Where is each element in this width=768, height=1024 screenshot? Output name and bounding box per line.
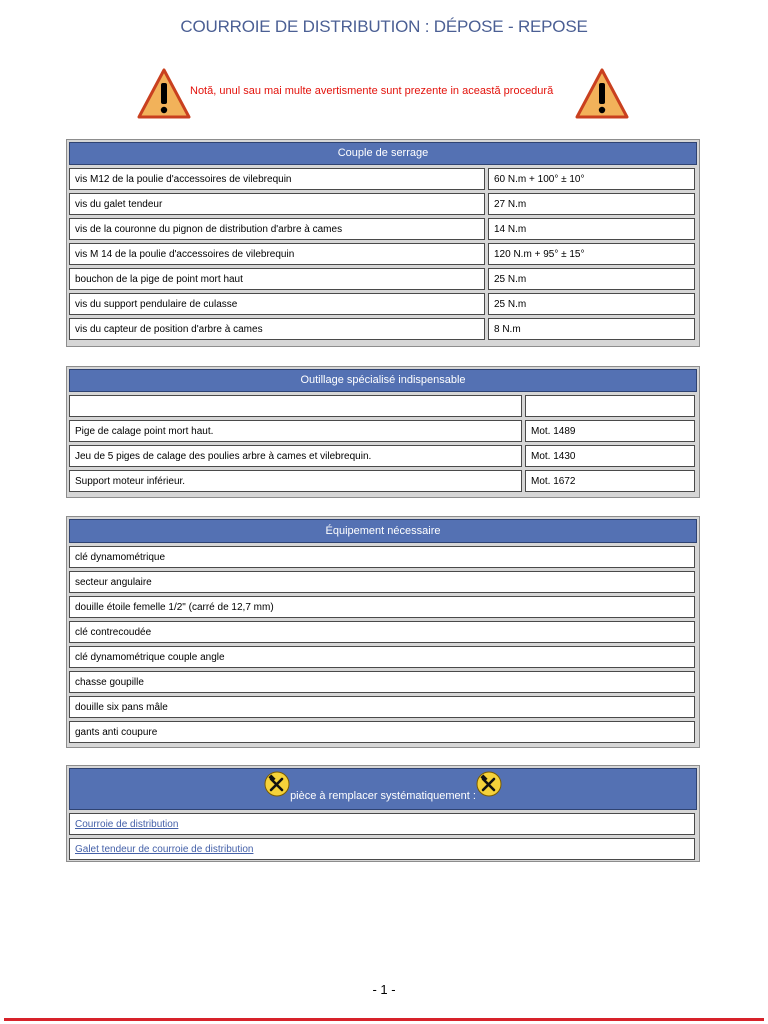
tool-label: Support moteur inférieur.: [69, 470, 522, 492]
replace-parts-table: [66, 765, 700, 862]
table-row: [69, 395, 697, 417]
list-item: [69, 696, 697, 718]
tool-ref: Mot. 1489: [525, 420, 695, 442]
torque-label: vis du capteur de position d'arbre à cames: [69, 318, 485, 340]
table-row: [69, 218, 697, 240]
torque-value: 25 N.m: [488, 268, 695, 290]
page-title: COURROIE DE DISTRIBUTION : DÉPOSE - REPOSE: [180, 17, 588, 36]
warning-icon: [575, 68, 629, 120]
list-item: [69, 671, 697, 693]
equipment-table: [66, 516, 700, 748]
replace-part-cell: [69, 838, 695, 860]
torque-value: 27 N.m: [488, 193, 695, 215]
torque-value: 8 N.m: [488, 318, 695, 340]
equipment-item: chasse goupille: [69, 671, 695, 693]
equipment-item: clé dynamométrique couple angle: [69, 646, 695, 668]
warning-banner: [0, 68, 768, 122]
equipment-item: gants anti coupure: [69, 721, 695, 743]
table-row: [69, 420, 697, 442]
list-item: [69, 571, 697, 593]
torque-value: 14 N.m: [488, 218, 695, 240]
torque-label: bouchon de la pige de point mort haut: [69, 268, 485, 290]
replace-part-cell: [69, 813, 695, 835]
table-row: [69, 470, 697, 492]
torque-label: vis M 14 de la poulie d'accessoires de vilebrequin: [69, 243, 485, 265]
torque-label: vis du galet tendeur: [69, 193, 485, 215]
replace-parts-title: pièce à remplacer systématiquement :: [290, 790, 476, 802]
link-courroie-distribution[interactable]: Courroie de distribution: [75, 818, 179, 830]
equipment-item: clé dynamométrique: [69, 546, 695, 568]
table-row: [69, 445, 697, 467]
tools-table: [66, 366, 700, 498]
equipment-item: clé contrecoudée: [69, 621, 695, 643]
tools-icon: [476, 771, 502, 797]
table-row: [69, 193, 697, 215]
replace-parts-header: [69, 768, 697, 810]
table-row: [69, 293, 697, 315]
list-item: [69, 838, 697, 860]
table-row: [69, 243, 697, 265]
torque-label: vis M12 de la poulie d'accessoires de vilebrequin: [69, 168, 485, 190]
list-item: [69, 621, 697, 643]
link-galet-tendeur[interactable]: Galet tendeur de courroie de distribution: [75, 843, 254, 855]
tool-label: Jeu de 5 piges de calage des poulies arbre à cames et vilebrequin.: [69, 445, 522, 467]
torque-table: [66, 139, 700, 347]
equipment-item: secteur angulaire: [69, 571, 695, 593]
footer-divider: [4, 1018, 764, 1021]
list-item: [69, 546, 697, 568]
table-row: [69, 318, 697, 340]
torque-value: 120 N.m + 95° ± 15°: [488, 243, 695, 265]
page-number: - 1 -: [372, 982, 396, 997]
tool-ref: Mot. 1672: [525, 470, 695, 492]
tool-ref: [525, 395, 695, 417]
table-row: [69, 268, 697, 290]
tool-label: Pige de calage point mort haut.: [69, 420, 522, 442]
tool-label: [69, 395, 522, 417]
list-item: [69, 721, 697, 743]
tool-ref: Mot. 1430: [525, 445, 695, 467]
equipment-item: douille étoile femelle 1/2" (carré de 12,7 mm): [69, 596, 695, 618]
torque-value: 25 N.m: [488, 293, 695, 315]
list-item: [69, 646, 697, 668]
list-item: [69, 813, 697, 835]
torque-table-header: Couple de serrage: [69, 142, 697, 165]
tools-icon: [264, 771, 290, 797]
warning-icon: [137, 68, 191, 120]
torque-value: 60 N.m + 100° ± 10°: [488, 168, 695, 190]
equipment-item: douille six pans mâle: [69, 696, 695, 718]
equipment-table-header: Équipement nécessaire: [69, 519, 697, 543]
table-row: [69, 168, 697, 190]
warning-text: Notă, unul sau mai multe avertismente sunt prezente in această procedură: [190, 85, 554, 97]
torque-label: vis du support pendulaire de culasse: [69, 293, 485, 315]
list-item: [69, 596, 697, 618]
torque-label: vis de la couronne du pignon de distribution d'arbre à cames: [69, 218, 485, 240]
tools-table-header: Outillage spécialisé indispensable: [69, 369, 697, 392]
